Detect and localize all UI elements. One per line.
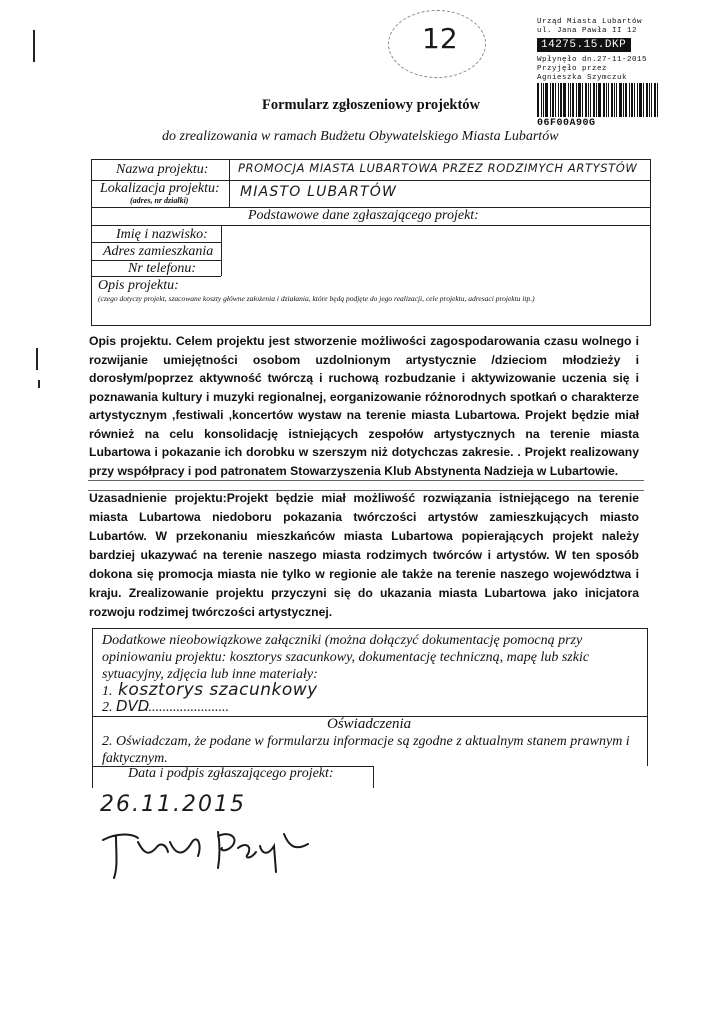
address-label: Adres zamieszkania xyxy=(103,244,214,259)
table-right-border xyxy=(650,159,651,326)
barcode-bar xyxy=(643,83,644,117)
barcode-bar xyxy=(550,83,551,117)
handwritten-signature xyxy=(98,812,328,882)
table-top-border xyxy=(91,159,651,160)
barcode-bar xyxy=(568,83,569,117)
barcode-bar xyxy=(560,83,562,117)
table-bottom-border xyxy=(91,325,651,326)
project-name-label: Nazwa projektu: xyxy=(116,162,209,177)
margin-mark-small xyxy=(38,380,40,388)
form-title: Formularz zgłoszeniowy projektów xyxy=(262,97,480,113)
barcode-bar xyxy=(555,83,556,117)
project-location-note: (adres, nr działki) xyxy=(130,196,189,205)
attachment-2-prefix: 2. xyxy=(102,700,113,715)
stamp-office: Urząd Miasta Lubartów xyxy=(537,18,643,26)
description-label: Opis projektu: xyxy=(98,278,179,293)
barcode-bar xyxy=(572,83,574,117)
margin-mark-mid xyxy=(36,348,38,370)
barcode-bar xyxy=(596,83,597,117)
signature-label: Data i podpis zgłaszającego projekt: xyxy=(128,766,334,781)
project-justification-text: Uzasadnienie projektu:Projekt będzie miał możliwość rozwiązania istniejącego na terenie miasta Lubartowa niedoboru pokazania twórczości artystów zamieszkujących miasto Lubartów. W przekonaniu mieszkańców miasta Lubartowa popierających projekt należy bardziej ukazywać na terenie naszego miasta rodzimych twórców i artystów. W ten sposób dokona się promocja miasta nie tylko w regionie ale także na terenie naszego województwa i kraju. Zrealizowanie projektu przyczyni się do ukazania miasta Lubartowa jako inicjatora rozwoju rodzimej twórczości artystycznej. xyxy=(89,491,639,619)
barcode-bar xyxy=(649,83,650,117)
barcode-bar xyxy=(541,83,542,117)
stamp-received-by-name: Agnieszka Szymczuk xyxy=(537,74,628,82)
table-row-line-3 xyxy=(91,225,651,226)
signature-row-divider xyxy=(373,766,374,788)
stamp-address: ul. Jana Pawła II 12 xyxy=(537,27,638,35)
barcode-bar xyxy=(543,83,544,117)
project-description-text: Opis projektu. Celem projektu jest stworzenie możliwości zagospodarowania czasu wolnego i rozwijanie umiejętności osobom uzdolnionym artystycznie /dzieciom młodzieży i dorosłym/poprzez aktywność twórczą i ruchową rozbudzanie i aktywizowanie uczenia się i poznawania kultury i muzyki regionalnej, eorganizowanie różnorodnych spotkań o charakterze artystycznym ,festiwali ,koncertów wystaw na terenie miasta Lubartowa. Projekt będzie miał również na celu konsolidację istniejących zespołów artystycznych na terenie miasta Lubartowa i pokazanie ich dorobku w szerszym niż dotychczas zakresie. . Projekt realizowany przy współpracy i pod patronatem Stowarzyszenia Klub Abstynenta Nadzieja w Lubartowie. xyxy=(89,334,639,478)
barcode-bar xyxy=(646,83,648,117)
barcode-bar xyxy=(537,83,539,117)
basic-data-header: Podstawowe dane zgłaszającego projekt: xyxy=(248,208,479,223)
project-name-value: PROMOCJA MIASTA LUBARTOWA PRZEZ RODZIMYCH ARTYSTÓW xyxy=(238,161,638,175)
barcode-bar xyxy=(578,83,581,117)
barcode-bar xyxy=(588,83,589,117)
barcode-bar xyxy=(608,83,609,117)
barcode-bar xyxy=(603,83,605,117)
barcode-bar xyxy=(657,83,658,117)
barcode-bar xyxy=(590,83,591,117)
barcode-bar xyxy=(637,83,638,117)
margin-mark-top xyxy=(33,30,35,62)
stamp-received: Wpłynęło dn.27-11-2015 xyxy=(537,56,648,64)
barcode-bar xyxy=(654,83,656,117)
barcode-bar xyxy=(576,83,577,117)
barcode-bar xyxy=(585,83,587,117)
barcode-bar xyxy=(545,83,548,117)
barcode-bar xyxy=(639,83,642,117)
barcode-bar xyxy=(606,83,607,117)
barcode-bar xyxy=(598,83,601,117)
barcode-bar xyxy=(651,83,652,117)
barcode-bar xyxy=(631,83,633,117)
description-note: (czego dotyczy projekt, szacowane koszty główne założenia i działania, które będą podjęte do jego realizacji, cele projektu, adresaci projektu itp.) xyxy=(98,294,535,303)
barcode-bar xyxy=(634,83,635,117)
table-left-border xyxy=(91,159,92,326)
stamp-barcode xyxy=(537,83,662,117)
stamp-barcode-code: 06F00A90G xyxy=(537,118,596,129)
attachment-1-prefix: 1. xyxy=(102,684,113,699)
barcode-bar xyxy=(625,83,627,117)
attachments-right-border xyxy=(647,628,648,766)
barcode-bar xyxy=(563,83,566,117)
barcode-bar xyxy=(570,83,571,117)
phone-label: Nr telefonu: xyxy=(128,261,197,276)
attachment-2-value: DVD xyxy=(116,697,150,715)
separator-line xyxy=(88,480,644,481)
barcode-bar xyxy=(629,83,630,117)
project-location-value: MIASTO LUBARTÓW xyxy=(240,184,398,200)
barcode-bar xyxy=(558,83,559,117)
fullname-label: Imię i nazwisko: xyxy=(116,227,208,242)
attachments-intro: Dodatkowe nieobowiązkowe załączniki (można dołączyć dokumentację pomocną przy opiniowaniu projektu: kosztorys szacunkowy, dokumentację techniczną, mapę lub szkic sytuacyjny, zdjęcia lub inne materiały: xyxy=(102,633,590,682)
attachment-1-value: kosztorys szacunkowy xyxy=(118,680,318,700)
handwritten-date: 26.11.2015 xyxy=(100,792,246,817)
form-subtitle: do zrealizowania w ramach Budżetu Obywatelskiego Miasta Lubartów xyxy=(162,129,559,144)
barcode-bar xyxy=(614,83,615,117)
barcode-bar xyxy=(619,83,622,117)
barcode-bar xyxy=(582,83,583,117)
barcode-bar xyxy=(593,83,595,117)
attachments-top-border xyxy=(92,628,648,629)
attachments-left-border xyxy=(92,628,93,788)
page-number: 12 xyxy=(422,22,458,55)
attachment-2-dots: ........................ xyxy=(145,700,229,715)
project-location-label: Lokalizacja projektu: xyxy=(100,181,220,196)
barcode-bar xyxy=(552,83,554,117)
table-label-divider-top xyxy=(229,159,230,207)
stamp-reg-number: 14275.15.DKP xyxy=(537,38,631,52)
table-label-divider-bottom xyxy=(221,225,222,276)
barcode-bar xyxy=(616,83,617,117)
barcode-bar xyxy=(623,83,624,117)
declarations-title: Oświadczenia xyxy=(327,716,412,732)
declarations-text: 2. Oświadczam, że podane w formularzu informacje są zgodne z aktualnym stanem prawnym i faktycznym. xyxy=(102,734,630,766)
barcode-bar xyxy=(611,83,613,117)
stamp-received-by-label: Przyjęło przez xyxy=(537,65,608,73)
